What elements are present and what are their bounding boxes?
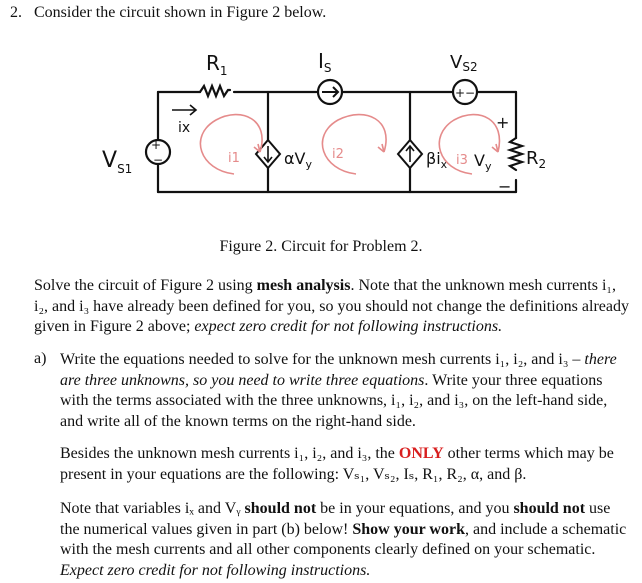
note-text-2: be in your equations, and you	[316, 500, 514, 517]
only-emphasis: ONLY	[398, 445, 444, 462]
vy-minus-sign: −	[498, 177, 512, 196]
allowed-terms-text-1: Besides the unknown mesh currents i₁, i₂, and i₃, the	[60, 445, 399, 462]
alpha-vy-label: $\alpha V_y$	[284, 149, 313, 171]
vs1-label: $V_{S1}$	[102, 148, 133, 176]
problem-heading	[10, 4, 326, 22]
r1-label: $R_1$	[206, 51, 228, 78]
allowed-terms-text-2: other terms which may be present in your equations are the following: Vₛ₁, Vₛ₂, Iₛ, R₁, R₂, α, and β.	[60, 445, 614, 483]
note-text-3: use the numerical values given in part (b) below!	[60, 500, 611, 538]
note-bold-1: should not	[244, 500, 317, 517]
part-a-text-1: Write the equations needed to solve for the unknown mesh currents i₁, i₂, and i₃ –	[60, 351, 585, 368]
r2-label: $R_2$	[526, 148, 547, 171]
part-a-italic: there are three unknowns, so you need to write three equations	[60, 351, 617, 389]
part-a-label: a)	[34, 350, 47, 367]
vy-plus-sign: +	[496, 113, 510, 132]
beta-ix-label: $\beta i_x$	[426, 149, 448, 171]
note-bold-2: should not	[513, 500, 586, 517]
intro-paragraph	[34, 276, 632, 338]
is-label: $I_S$	[318, 49, 332, 75]
note-bold-3: Show your work	[352, 520, 465, 538]
part-a-text-2: . Write your three equations with the terms associated with the three unknowns, i₁, i₂, and i₃, on the left-hand side, and write all of the known terms on the right-hand side.	[60, 371, 608, 430]
part-a-paragraph	[60, 350, 632, 432]
allowed-terms-paragraph	[60, 444, 632, 485]
intro-text-1: Solve the circuit of Figure 2 using	[34, 277, 257, 294]
note-text-1: Note that variables iₓ and Vᵧ	[60, 500, 245, 517]
r1-resistor	[200, 86, 230, 96]
vs2-label: VS2	[450, 52, 478, 74]
mesh-i3-label: i3	[456, 153, 468, 168]
circuit-figure	[60, 40, 580, 235]
intro-warning: expect zero credit for not following instructions.	[194, 318, 503, 335]
vs1-minus-sign: −	[153, 153, 164, 167]
note-paragraph	[60, 499, 632, 581]
vy-label: $V_y$	[474, 151, 492, 173]
note-warning: Expect zero credit for not following instructions.	[60, 561, 371, 579]
mesh-i1-label: i1	[228, 151, 240, 166]
ix-arrow	[172, 105, 196, 115]
note-text-4: , and include a schematic with the mesh currents and all other components clearly defined on your schematic.	[60, 520, 627, 558]
intro-emphasis-mesh: mesh analysis	[256, 277, 351, 294]
intro-text-2: . Note that the unknown mesh currents i₁, i₂, and i₃ have already been defined for you, so you should not change the definitions already given in Figure 2 above;	[34, 277, 629, 335]
ix-label: ix	[178, 120, 191, 136]
figure-caption: Figure 2. Circuit for Problem 2.	[219, 238, 423, 255]
mesh-i2-arrow	[322, 115, 386, 174]
problem-number: 2.	[10, 4, 22, 21]
vs2-polarity: +−	[455, 86, 476, 100]
mesh-i2-label: i2	[332, 147, 344, 162]
vs1-plus-sign: +	[151, 138, 162, 152]
problem-title: Consider the circuit shown in Figure 2 below.	[34, 4, 327, 21]
r2-resistor	[510, 138, 522, 170]
